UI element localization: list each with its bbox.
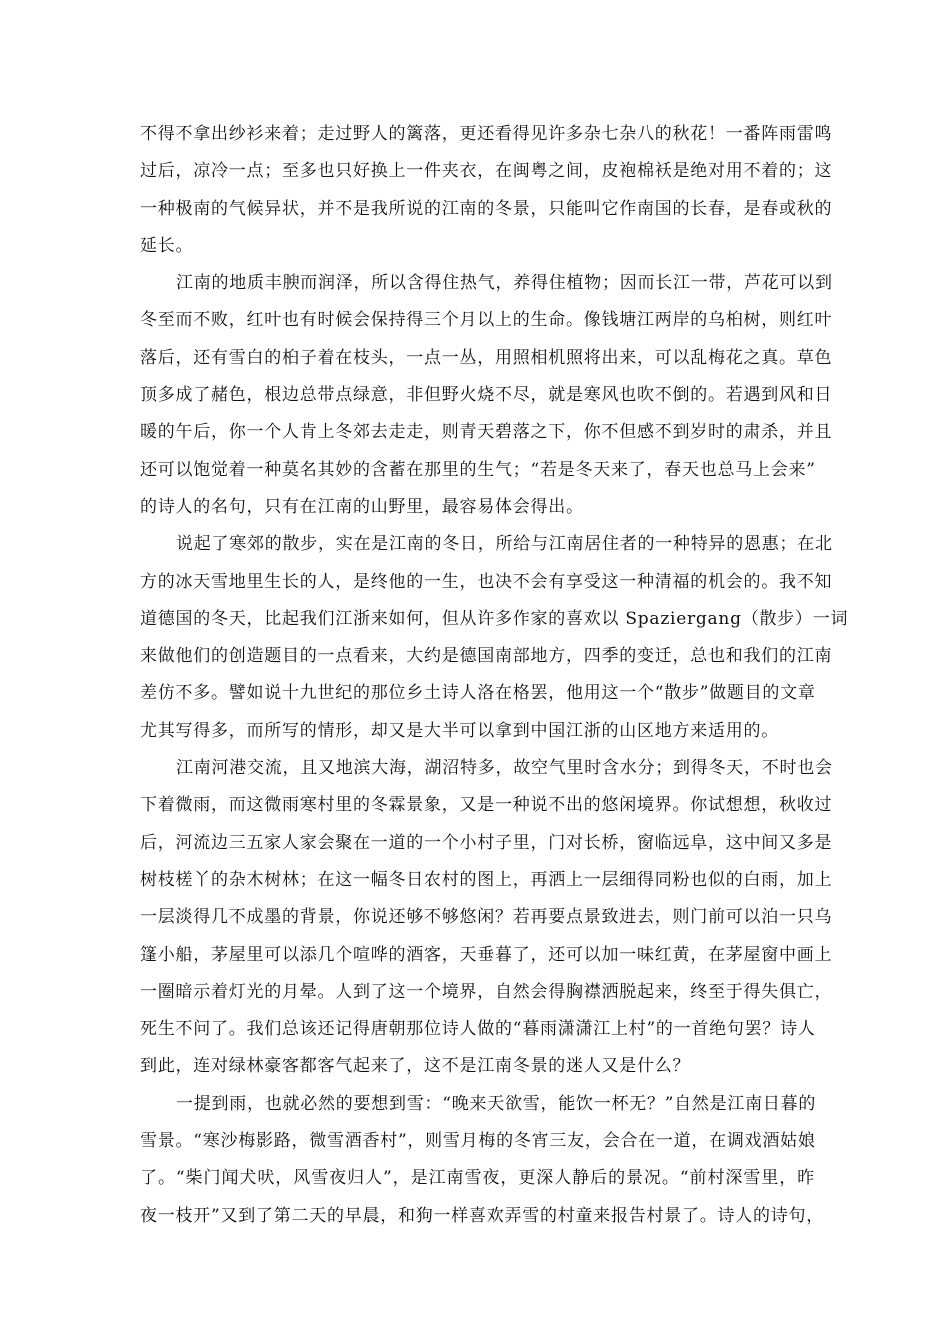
- text-line: 方的冰天雪地里生长的人，是终他的一生，也决不会有享受这一种清福的机会的。我不知: [140, 571, 833, 592]
- text-line: 落后，还有雪白的桕子着在枝头，一点一丛，用照相机照将出来，可以乱梅花之真。草色: [140, 347, 833, 368]
- text-line: 一种极南的气候异状，并不是我所说的江南的冬景，只能叫它作南国的长春，是春或秋的: [140, 198, 833, 219]
- text-line: 过后，凉冷一点；至多也只好换上一件夹衣，在闽粤之间，皮袍棉袄是绝对用不着的；这: [140, 161, 833, 182]
- text-line: 来做他们的创造题目的一点看来，大约是德国南部地方，四季的变迁，总也和我们的江南: [140, 646, 833, 667]
- text-line: 顶多成了赭色，根边总带点绿意，非但野火烧不尽，就是寒风也吹不倒的。若遇到风和日: [140, 385, 833, 406]
- text-line: 后，河流边三五家人家会聚在一道的一个小村子里，门对长桥，窗临远阜，这中间又多是: [140, 832, 833, 853]
- text-line: 延长。: [140, 235, 194, 256]
- text-line: 不得不拿出纱衫来着；走过野人的篱落，更还看得见许多杂七杂八的秋花！一番阵雨雷鸣: [140, 124, 833, 144]
- text-line: 一圈暗示着灯光的月晕。人到了这一个境界，自然会得胸襟洒脱起来，终至于得失俱亡，: [140, 981, 833, 1002]
- text-line: 冬至而不败，红叶也有时候会保持得三个月以上的生命。像钱塘江两岸的乌桕树，则红叶: [140, 310, 833, 331]
- text-line: 树枝槎丫的杂木树林；在这一幅冬日农村的图上，再洒上一层细得同粉也似的白雨，加上: [140, 869, 833, 890]
- paragraph-first-line: 江南的地质丰腴而润泽，所以含得住热气，养得住植物；因而长江一带，芦花可以到: [176, 273, 833, 294]
- text-line: 到此，连对绿林豪客都客气起来了，这不是江南冬景的迷人又是什么？: [140, 1056, 691, 1077]
- text-line: 下着微雨，而这微雨寒村里的冬霖景象，又是一种说不出的悠闲境界。你试想想，秋收过: [140, 795, 833, 816]
- text-line: 一层淡得几不成墨的背景，你说还够不够悠闲？若再要点景致进去，则门前可以泊一只乌: [140, 907, 833, 928]
- text-line: 雪景。“寒沙梅影路，微雪酒香村”，则雪月梅的冬宵三友，会合在一道，在调戏酒姑娘: [140, 1131, 816, 1152]
- text-line: 了。“柴门闻犬吠，风雪夜归人”，是江南雪夜，更深人静后的景况。“前村深雪里，昨: [140, 1168, 815, 1189]
- text-line: 的诗人的名句，只有在江南的山野里，最容易体会得出。: [140, 496, 584, 517]
- text-line: 还可以饱觉着一种莫名其妙的含蓄在那里的生气；“若是冬天来了，春天也总马上会来”: [140, 459, 816, 480]
- text-line: 尤其写得多，而所写的情形，却又是大半可以拿到中国江浙的山区地方来适用的。: [140, 720, 779, 741]
- text-line: 差仿不多。譬如说十九世纪的那位乡土诗人洛在格罢，他用这一个“散步”做题目的文章: [140, 683, 816, 704]
- paragraph-first-line: 江南河港交流，且又地滨大海，湖沼特多，故空气里时含水分；到得冬天，不时也会: [176, 758, 833, 779]
- article-body: [140, 116, 849, 1235]
- text-line: 夜一枝开”又到了第二天的早晨，和狗一样喜欢弄雪的村童来报告村景了。诗人的诗句，: [140, 1205, 824, 1226]
- text-line: 道德国的冬天，比起我们江浙来如何，但从许多作家的喜欢以 Spaziergang（散步）一词: [140, 608, 849, 629]
- text-line: 篷小船，茅屋里可以添几个喧哗的酒客，天垂暮了，还可以加一味红黄，在茅屋窗中画上: [140, 944, 833, 965]
- text-line: 死生不问了。我们总该还记得唐朝那位诗人做的“暮雨潇潇江上村”的一首绝句罢？诗人: [140, 1019, 816, 1040]
- text-line: 暖的午后，你一个人肯上冬郊去走走，则青天碧落之下，你不但感不到岁时的肃杀，并且: [140, 422, 833, 443]
- paragraph-first-line: 一提到雨，也就必然的要想到雪：“晚来天欲雪，能饮一杯无？”自然是江南日暮的: [176, 1093, 817, 1114]
- paragraph-first-line: 说起了寒郊的散步，实在是江南的冬日，所给与江南居住者的一种特异的恩惠；在北: [176, 534, 833, 555]
